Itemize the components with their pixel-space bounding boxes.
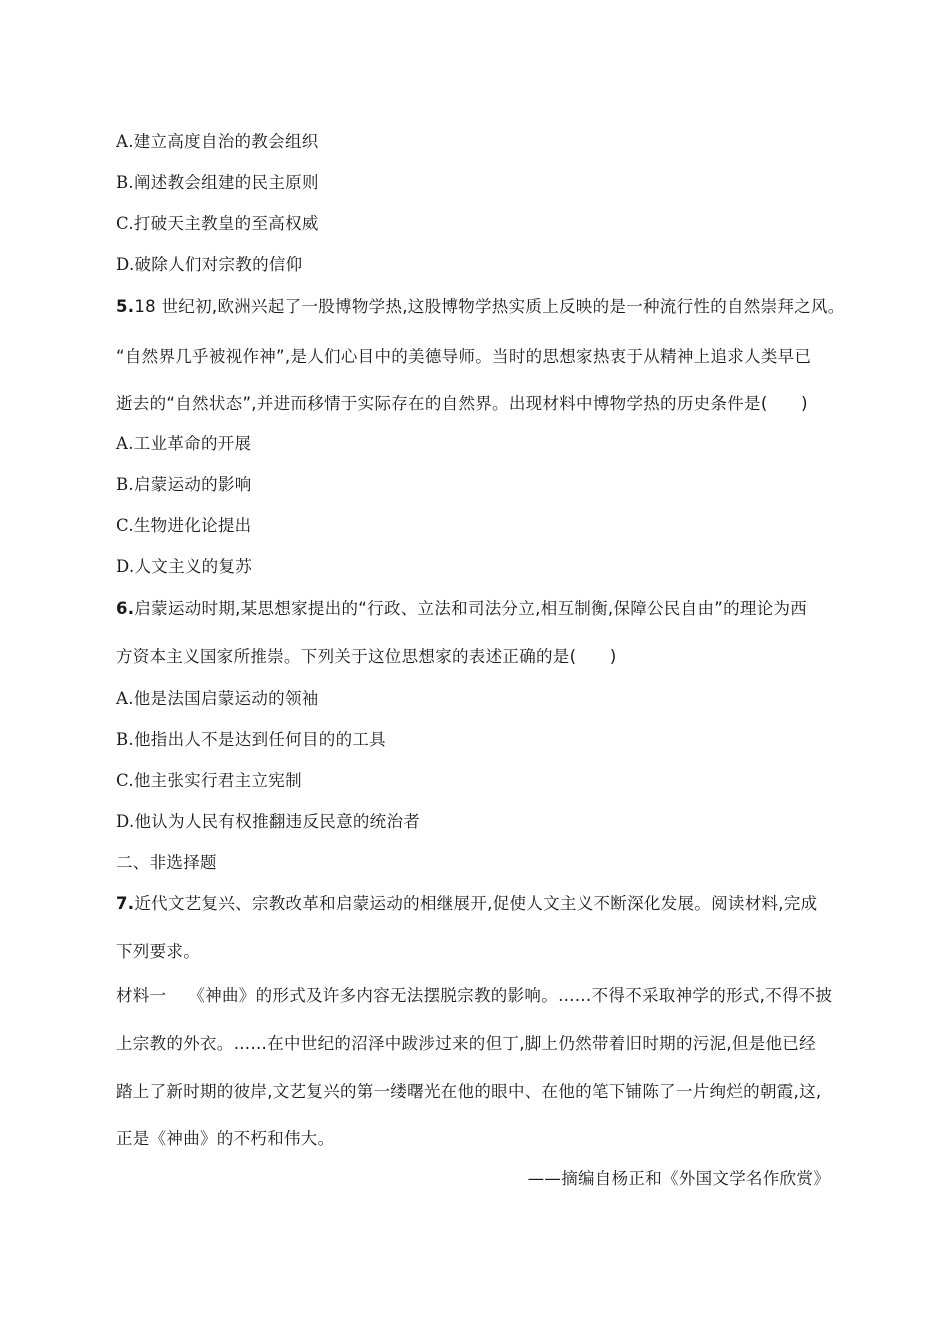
q7-stem-line-2: 下列要求。: [116, 942, 200, 961]
q6-stem-line-1: 6.启蒙运动时期,某思想家提出的“行政、立法和司法分立,相互制衡,保障公民自由”的理论为西: [116, 599, 808, 618]
material1-line-2: 上宗教的外衣。……在中世纪的沼泽中跋涉过来的但丁,脚上仍然带着旧时期的污泥,但是他已经: [116, 1034, 816, 1053]
q6-number: 6.: [116, 599, 135, 618]
q5-number: 5.: [116, 297, 135, 316]
q7-number: 7.: [116, 894, 135, 913]
material1-line-3: 踏上了新时期的彼岸,文艺复兴的第一缕曙光在他的眼中、在他的笔下铺陈了一片绚烂的朝霞,这,: [116, 1082, 822, 1101]
q6-option-a: A.他是法国启蒙运动的领袖: [116, 689, 319, 708]
q4-option-d: D.破除人们对宗教的信仰: [116, 255, 303, 274]
q6-stem-line-2: 方资本主义国家所推崇。下列关于这位思想家的表述正确的是( ): [116, 647, 617, 666]
q5-stem-line-1: 5.18 世纪初,欧洲兴起了一股博物学热,这股博物学热实质上反映的是一种流行性的自然崇拜之风。: [116, 297, 845, 316]
q5-option-a: A.工业革命的开展: [116, 434, 252, 453]
q4-option-a: A.建立高度自治的教会组织: [116, 132, 319, 151]
material1-line-1: 材料一 《神曲》的形式及许多内容无法摆脱宗教的影响。……不得不采取神学的形式,不得不披: [116, 986, 833, 1005]
q5-option-c: C.生物进化论提出: [116, 516, 252, 535]
q6-option-c: C.他主张实行君主立宪制: [116, 771, 302, 790]
q5-stem-line-3: 逝去的“自然状态”,并进而移情于实际存在的自然界。出现材料中博物学热的历史条件是( ): [116, 394, 808, 413]
q4-option-c: C.打破天主教皇的至高权威: [116, 214, 319, 233]
q7-stem-line-1: 7.近代文艺复兴、宗教改革和启蒙运动的相继展开,促使人文主义不断深化发展。阅读材料,完成: [116, 894, 818, 913]
material1-source: ——摘编自杨正和《外国文学名作欣赏》: [527, 1169, 830, 1188]
q4-option-b: B.阐述教会组建的民主原则: [116, 173, 319, 192]
material1-label: 材料一: [116, 986, 167, 1005]
q5-option-b: B.启蒙运动的影响: [116, 475, 252, 494]
material1-line-4: 正是《神曲》的不朽和伟大。: [116, 1129, 335, 1148]
q5-option-d: D.人文主义的复苏: [116, 557, 253, 576]
section-heading-non-choice: 二、非选择题: [116, 853, 217, 872]
q5-stem-line-2: “自然界几乎被视作神”,是人们心目中的美德导师。当时的思想家热衷于从精神上追求人类早已: [116, 347, 812, 366]
q6-option-d: D.他认为人民有权推翻违反民意的统治者: [116, 812, 421, 831]
q6-option-b: B.他指出人不是达到任何目的的工具: [116, 730, 386, 749]
